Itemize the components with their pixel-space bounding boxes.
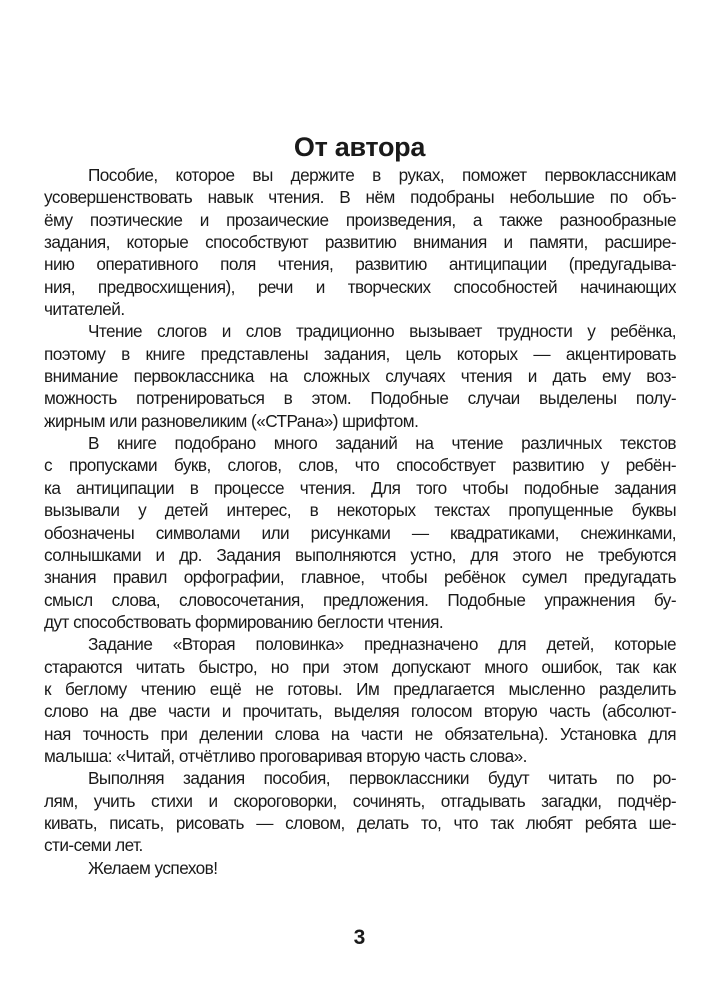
paragraph [44, 767, 676, 856]
text-line: вызывали у детей интерес, в некоторых текстах пропущенные буквы [44, 500, 676, 521]
paragraph [44, 633, 676, 767]
text-line: сти-семи лет. [44, 835, 143, 856]
text-line: ния, предвосхищения), речи и творческих способностей начинающих [44, 276, 676, 297]
text-line: Чтение слогов и слов традиционно вызывает трудности у ребёнка, [88, 321, 676, 342]
text-line: ёму поэтические и прозаические произведения, а также разнообразные [44, 209, 676, 230]
text-line: ка антиципации в процессе чтения. Для того чтобы подобные задания [44, 477, 676, 498]
text-line: читателей. [44, 299, 125, 320]
paragraph [44, 857, 676, 879]
paragraph [44, 320, 676, 432]
text-line: Задание «Вторая половинка» предназначено для детей, которые [88, 634, 676, 655]
page-title: От автора [293, 132, 426, 163]
paragraph [44, 432, 676, 633]
text-line: знания правил орфографии, главное, чтобы ребёнок сумел предугадать [44, 567, 676, 588]
paragraph [44, 164, 676, 320]
text-line: поэтому в книге представлены задания, цель которых — акцентировать [44, 343, 676, 364]
text-line: можность потренироваться в этом. Подобные случаи выделены полу- [44, 388, 676, 409]
text-line: обозначены символами или рисунками — квадратиками, снежинками, [44, 522, 676, 543]
text-line: слово на две части и прочитать, выделяя голосом вторую часть (абсолют- [44, 701, 676, 722]
text-line: солнышками и др. Задания выполняются устно, для этого не требуются [44, 544, 676, 565]
text-line: В книге подобрано много заданий на чтение различных текстов [88, 433, 676, 454]
text-line: стараются читать быстро, но при этом допускают много ошибок, так как [44, 656, 676, 677]
text-line: Пособие, которое вы держите в руках, поможет первоклассникам [88, 165, 676, 185]
text-line: ная точность при делении слова на части не обязательна). Установка для [44, 723, 676, 744]
text-line: жирным или разновеликим («СТРана») шрифтом. [44, 410, 419, 431]
text-line: Выполняя задания пособия, первоклассники будут читать по ро- [88, 768, 676, 789]
text-line: внимание первоклассника на сложных случаях чтения и дать ему воз- [44, 366, 676, 387]
text-line: дут способствовать формированию беглости чтения. [44, 611, 444, 632]
text-line: задания, которые способствуют развитию внимания и памяти, расшире- [44, 232, 676, 253]
text-line: нию оперативного поля чтения, развитию антиципации (предугадыва- [44, 254, 676, 275]
text-line: кивать, писать, рисовать — словом, делать то, что так любят ребята ше- [44, 812, 676, 833]
text-line: Желаем успехов! [88, 857, 218, 878]
text-line: малыша: «Читай, отчётливо проговаривая вторую часть слова». [44, 745, 527, 766]
text-line: с пропусками букв, слогов, слов, что способствует развитию у ребён- [44, 455, 676, 476]
text-line: к беглому чтению ещё не готовы. Им предлагается мысленно разделить [44, 678, 676, 699]
text-line: смысл слова, словосочетания, предложения. Подобные упражнения бу- [44, 589, 676, 610]
page-number: 3 [353, 926, 366, 949]
text-line: усовершенствовать навык чтения. В нём подобраны небольшие по объ- [44, 187, 676, 208]
text-line: лям, учить стихи и скороговорки, сочинять, отгадывать загадки, подчёр- [44, 790, 676, 811]
body-text [44, 164, 676, 879]
